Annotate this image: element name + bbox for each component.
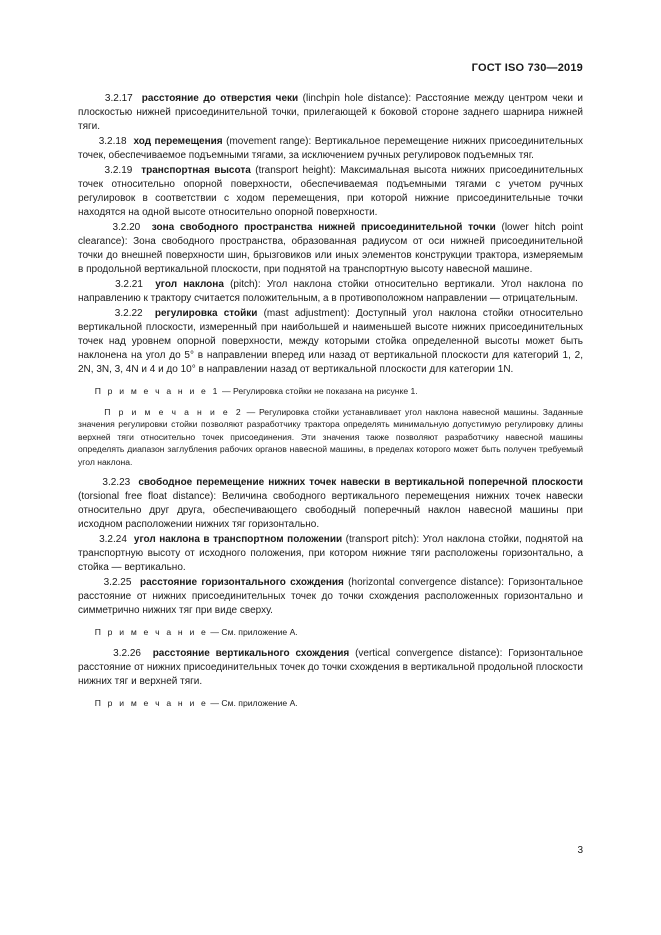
clause-3-2-23 <box>78 476 583 532</box>
clause-3-2-25 <box>78 576 583 618</box>
clause-3-2-22 <box>78 307 583 377</box>
clause-3-2-24 <box>78 533 583 575</box>
note-text: — См. приложение А. <box>208 627 298 637</box>
clause-3-2-20 <box>78 221 583 277</box>
clause-text: (pitch): Угол наклона стойки относительно вертикали. Угол наклона по направлению к трактору считается положительным, а в противоположном направлении — отрицательным. <box>78 279 584 304</box>
note-text: — Регулировка стойки устанавливает угол наклона навесной машины. Заданные значения регулировки стойки позволяют разработчику трактора определять минимальную допустимую регулировку длины верхней тяги относительно точек присоединения. Эти значения также позволяют разработчику навесной машины определять диапазон заглубления рабочих органов навесной машины, в пределах которого может быть получен требуемый угол наклона. <box>78 406 583 467</box>
clause-text: (mast adjustment): Доступный угол наклона стойки относительно вертикальной плоскости, измеренный при наибольшей и наименьшей высоте нижних присоединительных точек над уровнем опорной поверхности, между которыми стойка определенной высоты может быть наклонена на угол до 5° в направлении вперед или назад от вертикальной плоскости для категорий 1, 2, 2N, 3N, 3, 4N и 4 и до 10° в направлении назад от вертикальной плоскости для категории 1N. <box>78 308 583 375</box>
clause-3-2-17 <box>78 92 583 134</box>
clause-text: (movement range): Вертикальное перемещение нижних присоединительных точек, обеспечиваемое подъемными тягами, за исключением ручных регулировок подъемных тяг. <box>78 136 583 161</box>
note-1 <box>78 385 583 398</box>
clause-number: 3.2.23 <box>102 477 131 488</box>
clause-number: 3.2.24 <box>99 534 127 545</box>
clause-number: 3.2.18 <box>98 136 127 147</box>
clause-text: (linchpin hole distance): Расстояние между центром чеки и плоскостью нижней присоединительной точки, прилегающей к боковой стороне заднего шарнира нижней тяги. <box>78 93 584 132</box>
clause-term: регулировка стойки <box>154 308 258 319</box>
note-annex-a-1 <box>78 626 583 639</box>
clause-term: расстояние вертикального схождения <box>152 647 350 659</box>
document-header: ГОСТ ISO 730—2019 <box>471 62 583 74</box>
clause-term: ход перемещения <box>133 136 223 147</box>
clause-term: расстояние до отверстия чеки <box>141 93 299 104</box>
clause-text: (torsional free float distance): Величина свободного вертикального перемещения нижних точек навески относительно друг друга, обеспечивающего свободный поперечный наклон навесной машины при исходном расположении нижних тяг горизонтально. <box>78 491 583 530</box>
clause-number: 3.2.22 <box>114 308 143 319</box>
note-text: — См. приложение А. <box>208 697 298 708</box>
clause-term: расстояние горизонтального схождения <box>139 577 344 588</box>
clause-number: 3.2.25 <box>103 577 132 588</box>
note-text: — Регулировка стойки не показана на рисунке 1. <box>219 386 418 396</box>
clause-term: транспортная высота <box>141 165 251 176</box>
clause-3-2-19 <box>78 164 583 220</box>
clause-3-2-21 <box>78 278 583 306</box>
clause-text: (vertical convergence distance): Горизонтальное расстояние от нижних присоединительных точек до точки схождения в вертикальной продольной плоскости нижних тяг и верхней тяги. <box>78 647 584 687</box>
document-body <box>78 92 583 717</box>
note-label: П р и м е ч а н и е <box>94 697 209 708</box>
clause-3-2-26 <box>78 647 583 689</box>
clause-text: (lower hitch point clearance): Зона свободного пространства, образованная радиусом от оси нижней присоединительной точки до внешней поверхности шин, брызговиков или иных элементов конструкции трактора, измеряемым в продольной вертикальной плоскости, при поднятой на транспортную высоту навесной машине. <box>78 222 583 275</box>
clause-number: 3.2.21 <box>115 279 143 290</box>
clause-3-2-18 <box>78 135 583 163</box>
clause-term: угол наклона <box>155 279 224 290</box>
note-annex-a-2 <box>78 697 583 710</box>
page-number: 3 <box>577 845 583 856</box>
clause-number: 3.2.20 <box>112 222 141 233</box>
clause-text: (horizontal convergence distance): Горизонтальное расстояние от нижних присоединительных точек до точки схождения расположенных горизонтально и симметрично нижних тяг при виде сверху. <box>78 577 584 616</box>
note-label: П р и м е ч а н и е <box>94 627 209 637</box>
clause-number: 3.2.26 <box>113 647 141 659</box>
clause-number: 3.2.19 <box>104 165 133 176</box>
clause-number: 3.2.17 <box>104 93 133 104</box>
clause-text: (transport height): Максимальная высота нижних присоединительных точек относительно опорной поверхности, обеспечиваемая подъемными тягами с учетом ручных регулировок в соответствии с ходом перемещения, при которой нижние присоединительные точки находятся на одной высоте относительно опорной поверхности. <box>78 165 583 218</box>
clause-term: свободное перемещение нижних точек навески в вертикальной поперечной плоскости <box>138 477 584 488</box>
clause-term: зона свободного пространства нижней присоединительной точки <box>151 222 496 233</box>
note-2 <box>78 406 583 469</box>
clause-text: (transport pitch): Угол наклона стойки, поднятой на транспортную высоту от исходного положения, при котором нижние тяги расположены горизонтально, а стойка — вертикально. <box>78 534 583 573</box>
note-label: П р и м е ч а н и е 2 <box>104 406 243 417</box>
note-label: П р и м е ч а н и е 1 <box>94 386 220 396</box>
clause-term: угол наклона в транспортном положении <box>133 534 343 545</box>
